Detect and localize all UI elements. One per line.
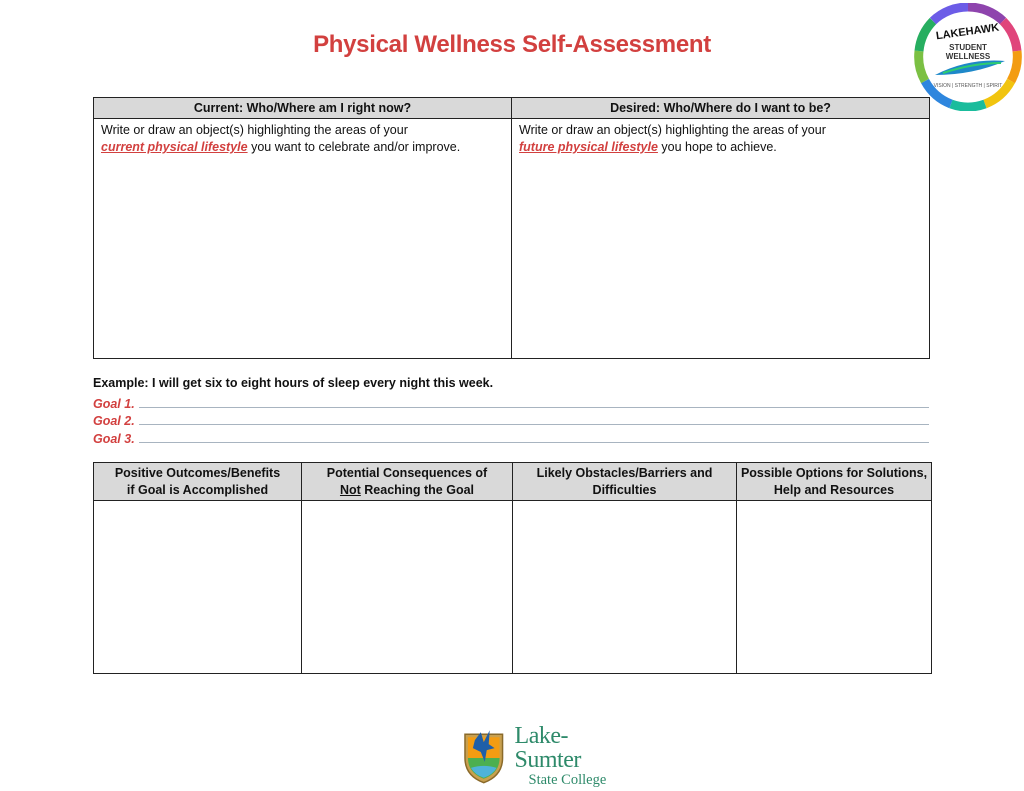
current-cell[interactable] xyxy=(94,119,512,359)
goal-analysis-table xyxy=(93,462,932,674)
header-line: Potential Consequences of xyxy=(326,465,488,480)
goal-example: Example: I will get six to eight hours of sleep every night this week. xyxy=(93,376,494,390)
goal-row-2 xyxy=(93,411,929,429)
college-logo xyxy=(463,723,633,789)
potential-consequences-cell[interactable] xyxy=(302,501,513,674)
college-name: Lake-Sumter xyxy=(514,723,581,774)
desired-column-header: Desired: Who/Where do I want to be? xyxy=(512,98,930,119)
current-desired-table xyxy=(93,97,930,359)
svg-text:VISION | STRENGTH | SPIRIT: VISION | STRENGTH | SPIRIT xyxy=(933,83,1003,89)
college-subtitle: State College xyxy=(528,772,607,789)
svg-text:STUDENT: STUDENT xyxy=(949,43,987,52)
goal-row-3 xyxy=(93,428,929,446)
positive-outcomes-cell[interactable] xyxy=(94,501,302,674)
current-instruction-rest: you want to celebrate and/or improve. xyxy=(247,140,461,154)
header-line: if Goal is Accomplished xyxy=(126,482,269,497)
desired-cell[interactable] xyxy=(512,119,930,359)
header-line: Possible Options for Solutions, xyxy=(740,465,928,480)
goal-2-label: Goal 2. xyxy=(93,414,135,428)
potential-consequences-header xyxy=(302,463,513,501)
goal-1-label: Goal 1. xyxy=(93,396,135,411)
current-column-header: Current: Who/Where am I right now? xyxy=(94,98,512,119)
header-line: Likely Obstacles/Barriers and xyxy=(536,465,713,480)
goal-3-label: Goal 3. xyxy=(93,431,135,446)
goal-1-input-line[interactable] xyxy=(139,407,929,408)
page-title: Physical Wellness Self-Assessment xyxy=(313,31,711,58)
desired-emphasis: future physical lifestyle xyxy=(519,140,658,154)
svg-text:LAKEHAWK: LAKEHAWK xyxy=(935,21,1000,43)
header-line: Reaching the Goal xyxy=(360,482,475,497)
lakehawk-wellness-badge-logo xyxy=(913,3,1023,111)
goal-row-1 xyxy=(93,393,929,411)
goal-3-input-line[interactable] xyxy=(139,442,929,443)
goals-section xyxy=(93,376,929,446)
desired-instruction-rest: you hope to achieve. xyxy=(657,140,777,154)
positive-outcomes-header xyxy=(94,463,302,501)
header-underlined-word: Not xyxy=(339,482,361,497)
header-line: Difficulties xyxy=(592,482,657,497)
header-line: Positive Outcomes/Benefits xyxy=(114,465,281,480)
desired-instruction: Write or draw an object(s) highlighting the areas of your xyxy=(519,123,826,137)
possible-options-header xyxy=(737,463,932,501)
svg-text:WELLNESS: WELLNESS xyxy=(945,52,991,61)
likely-obstacles-header xyxy=(513,463,737,501)
college-shield-icon xyxy=(463,728,505,784)
goal-2-input-line[interactable] xyxy=(139,424,929,425)
possible-options-cell[interactable] xyxy=(737,501,932,674)
current-instruction: Write or draw an object(s) highlighting the areas of your xyxy=(101,123,408,137)
header-line: Help and Resources xyxy=(773,482,895,497)
current-emphasis: current physical lifestyle xyxy=(101,140,248,154)
likely-obstacles-cell[interactable] xyxy=(513,501,737,674)
